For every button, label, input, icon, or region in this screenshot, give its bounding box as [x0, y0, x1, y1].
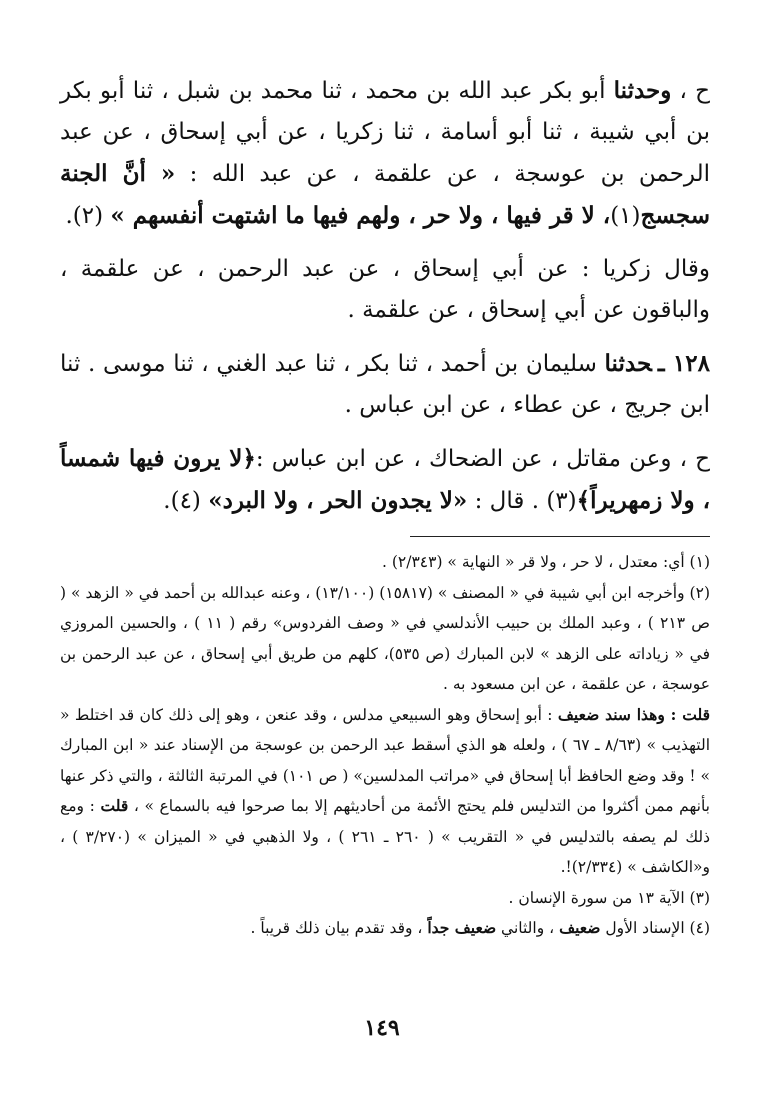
hadith-paragraph-1: [60, 70, 710, 237]
bold-span: قلت: [100, 796, 129, 815]
hadith-paragraph-3: [60, 343, 710, 426]
footnote-ref: (١): [610, 203, 641, 229]
text-span: ح ،: [671, 78, 710, 104]
page-number: ١٤٩: [364, 1015, 400, 1041]
text-span: (٤) الإسناد الأول: [600, 919, 710, 937]
bold-span: ضعيف: [559, 918, 601, 937]
footnote-2-commentary: [60, 700, 710, 883]
text-span: : ومع ذلك لم يصفه بالتدليس في « التقريب » ( ٢٦٠ ـ ٢٦١ ) ، ولا الذهبي في « الميزان » (٣/٢٧٠ ) ، و«الكاشف » (٢/٣٣٤)!.: [60, 797, 711, 876]
bold-span: ضعيف جداً: [427, 918, 497, 937]
quran-verse: ﴿لا يرون فيها شمساً ، ولا زمهريراً﴾: [60, 445, 710, 514]
bold-span: حدثنا: [604, 350, 652, 377]
text-span: ، والثاني: [496, 919, 560, 937]
footnote-2: (٢) وأخرجه ابن أبي شيبة في « المصنف » (١٥٨١٧) (١٣/١٠٠) ، وعنه عبدالله بن أحمد في « الزهد » ( ص ٢١٣ ) ، وعبد الملك بن حبيب الأندلسي في « وصف الفردوس» رقم ( ١١ ) ، والحسين المروزي في « زياداته على الزهد » لابن المبارك (ص ٥٣٥)، كلهم من طريق أبي إسحاق ، عن عبد الرحمن بن عوسجة ، عن علقمة ، عن ابن مسعود به .: [60, 583, 710, 693]
text-span: ، وقد تقدم بيان ذلك قريباً .: [250, 919, 428, 937]
footnote-ref: (٤): [170, 488, 209, 514]
text-span: .: [65, 203, 73, 229]
footnote-1: (١) أي: معتدل ، لا حر ، ولا قر « النهاية » (٢/٣٤٣) .: [382, 553, 710, 571]
footnote-4: [60, 913, 710, 944]
text-span: أبو بكر عبد الله بن محمد ، ثنا محمد بن شبل ، ثنا أبو بكر بن أبي شيبة ، ثنا أبو أسامة ، ثنا زكريا ، عن أبي إسحاق ، عن عبد الرحمن بن عوسجة ، عن علقمة ، عن عبد الله :: [60, 78, 710, 187]
bold-span: « أنَّ الجنة سجسج: [60, 160, 710, 229]
page-body: [60, 70, 710, 944]
footnote-3: (٣) الآية ١٣ من سورة الإنسان .: [508, 888, 710, 907]
footnote-divider: [410, 536, 710, 537]
hadith-paragraph-2: وقال زكريا : عن أبي إسحاق ، عن عبد الرحمن ، عن علقمة ، والباقون عن أبي إسحاق ، عن علقمة .: [60, 256, 710, 323]
bold-span: «لا يجدون الحر ، ولا البرد»: [208, 487, 468, 514]
text-span: : أبو إسحاق وهو السبيعي مدلس ، وقد عنعن ، وهو إلى ذلك كان قد اختلط « التهذيب » (٨/٦٣ ـ ٦٧ ) ، ولعله هو الذي أسقط عبد الرحمن بن عوسجة من الإسناد عند « ابن المبارك » ! وقد وضع الحافظ أبا إسحاق في «مراتب المدلسين» ( ص ١٠١) في المرتبة الثالثة ، والتي ذكر عنها بأنهم ممن أكثروا من التدليس فلم يحتج الأئمة من أحاديثهم إلا بما صرحوا فيه بالسماع » ،: [60, 705, 710, 815]
footnote-ref: (٣): [546, 488, 577, 514]
footnote-ref: (٢): [72, 203, 111, 229]
text-span: سليمان بن أحمد ، ثنا بكر ، ثنا عبد الغني ، ثنا موسى . ثنا ابن جريج ، عن عطاء ، عن ابن عباس .: [60, 351, 710, 418]
text-span: ح ، وعن مقاتل ، عن الضحاك ، عن ابن عباس :: [255, 446, 710, 472]
bold-span: ، لا قر فيها ، ولا حر ، ولهم فيها ما اشتهت أنفسهم »: [110, 202, 611, 229]
bold-span: وحدثنا: [613, 77, 672, 104]
hadith-number: ١٢٨ ـ: [657, 350, 710, 377]
text-span: .: [163, 488, 171, 514]
bold-span: قلت : وهذا سند ضعيف: [557, 704, 710, 724]
hadith-paragraph-4: [60, 438, 710, 522]
text-span: . قال :: [467, 488, 547, 514]
